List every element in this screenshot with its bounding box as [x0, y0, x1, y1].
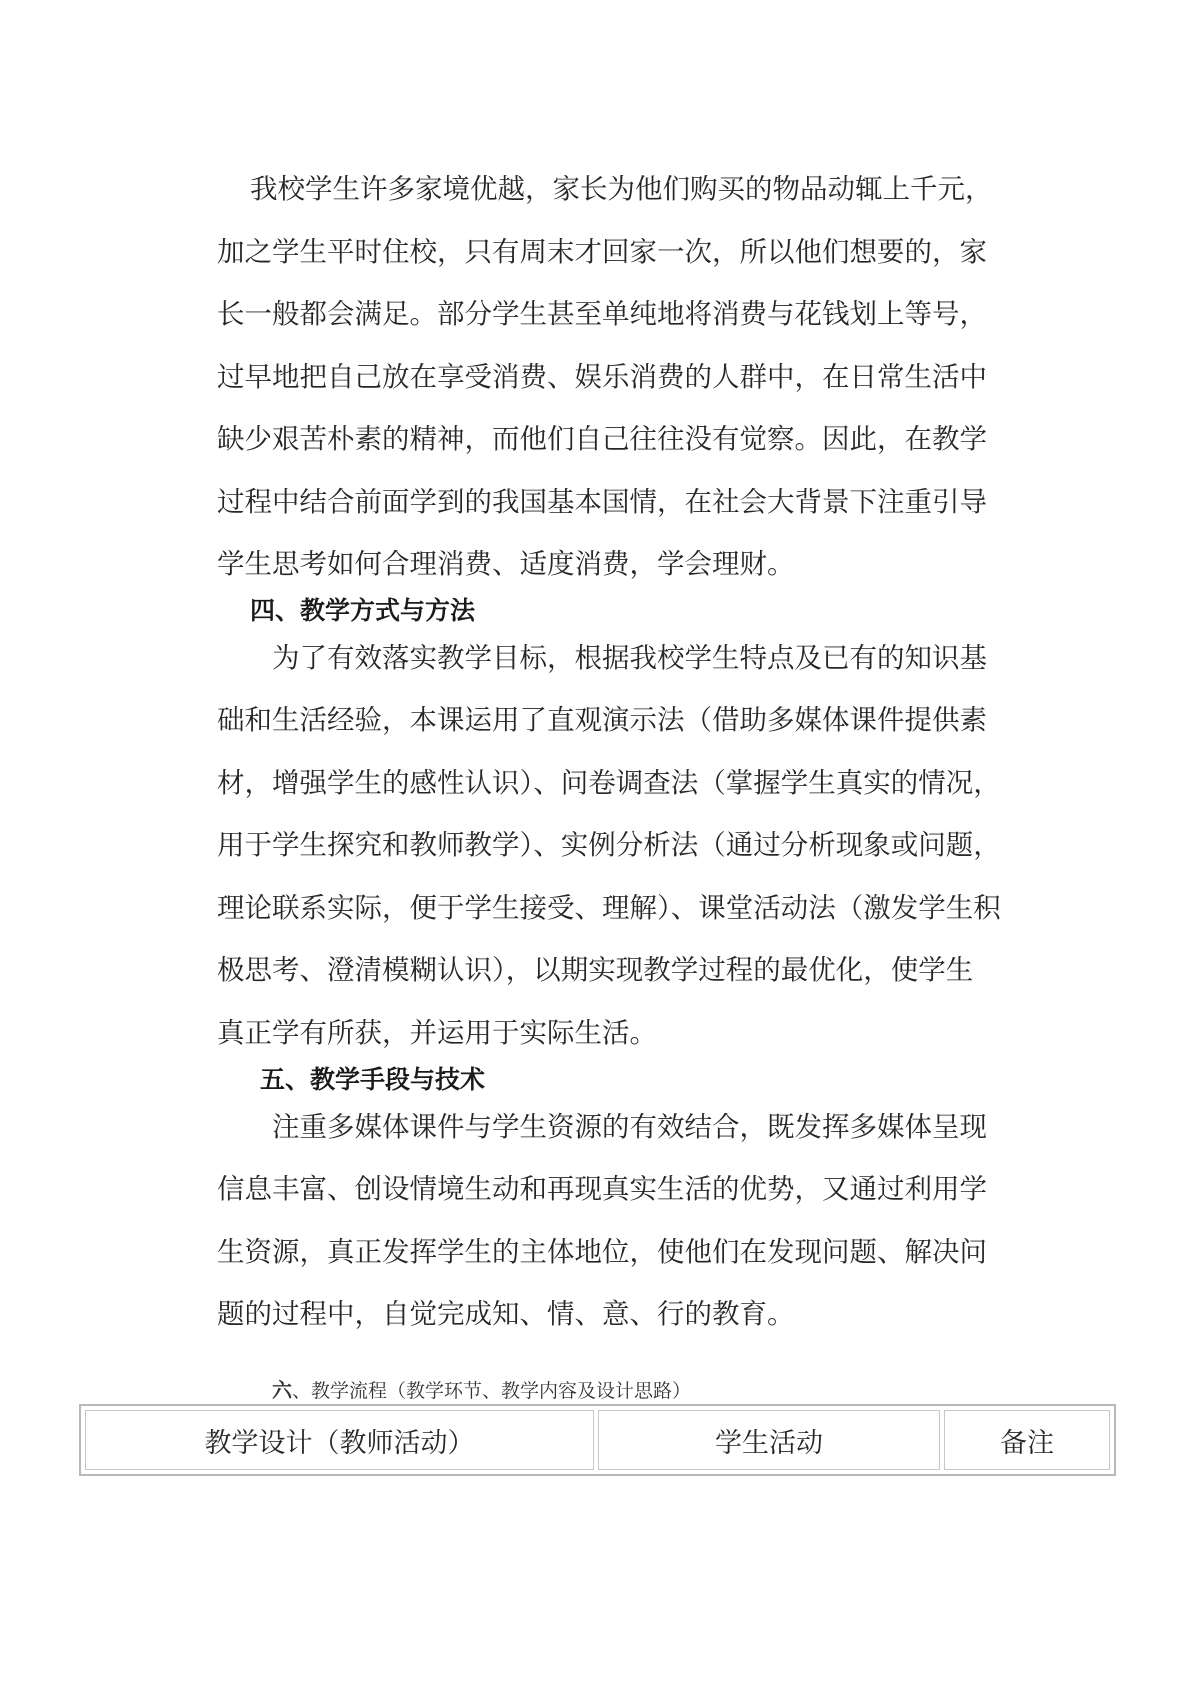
text-line: 信息丰富、创设情境生动和再现真实生活的优势，又通过利用学: [217, 1173, 987, 1205]
text-line: 注重多媒体课件与学生资源的有效结合，既发挥多媒体呈现: [272, 1111, 987, 1143]
header-teacher-activity: 教学设计（教师活动）: [85, 1410, 594, 1470]
section-heading-techniques: 五、教学手段与技术: [260, 1065, 486, 1094]
table-header-row: [85, 1410, 1110, 1470]
text-line: 真正学有所获，并运用于实际生活。: [217, 1017, 657, 1049]
header-notes: 备注: [944, 1410, 1110, 1470]
text-line: 过早地把自己放在享受消费、娱乐消费的人群中，在日常生活中: [217, 361, 987, 393]
section-heading-flow: [272, 1380, 691, 1401]
section-number: 六: [272, 1378, 292, 1402]
text-line: 为了有效落实教学目标，根据我校学生特点及已有的知识基: [272, 642, 987, 674]
text-line: 学生思考如何合理消费、适度消费，学会理财。: [217, 548, 795, 580]
teaching-flow-table: [79, 1404, 1116, 1476]
section-heading-methods: 四、教学方式与方法: [250, 596, 476, 625]
text-line: 加之学生平时住校，只有周末才回家一次，所以他们想要的，家: [217, 236, 987, 268]
header-student-activity: 学生活动: [598, 1410, 940, 1470]
text-line: 极思考、澄清模糊认识），以期实现教学过程的最优化，使学生: [217, 954, 974, 986]
text-line: 础和生活经验，本课运用了直观演示法（借助多媒体课件提供素: [217, 704, 987, 736]
text-line: 理论联系实际，便于学生接受、理解）、课堂活动法（激发学生积: [217, 892, 1001, 924]
text-line: 生资源，真正发挥学生的主体地位，使他们在发现问题、解决问: [217, 1236, 987, 1268]
text-line: 用于学生探究和教师教学）、实例分析法（通过分析现象或问题，: [217, 829, 1001, 861]
section-title: 、教学流程（教学环节、教学内容及设计思路）: [292, 1380, 692, 1402]
text-line: 材，增强学生的感性认识）、问卷调查法（掌握学生真实的情况，: [217, 767, 1001, 799]
text-line: 我校学生许多家境优越，家长为他们购买的物品动辄上千元，: [250, 173, 993, 205]
text-line: 长一般都会满足。部分学生甚至单纯地将消费与花钱划上等号，: [217, 298, 987, 330]
text-line: 缺少艰苦朴素的精神，而他们自己往往没有觉察。因此，在教学: [217, 423, 987, 455]
text-line: 题的过程中，自觉完成知、情、意、行的教育。: [217, 1298, 795, 1330]
text-line: 过程中结合前面学到的我国基本国情，在社会大背景下注重引导: [217, 486, 987, 518]
